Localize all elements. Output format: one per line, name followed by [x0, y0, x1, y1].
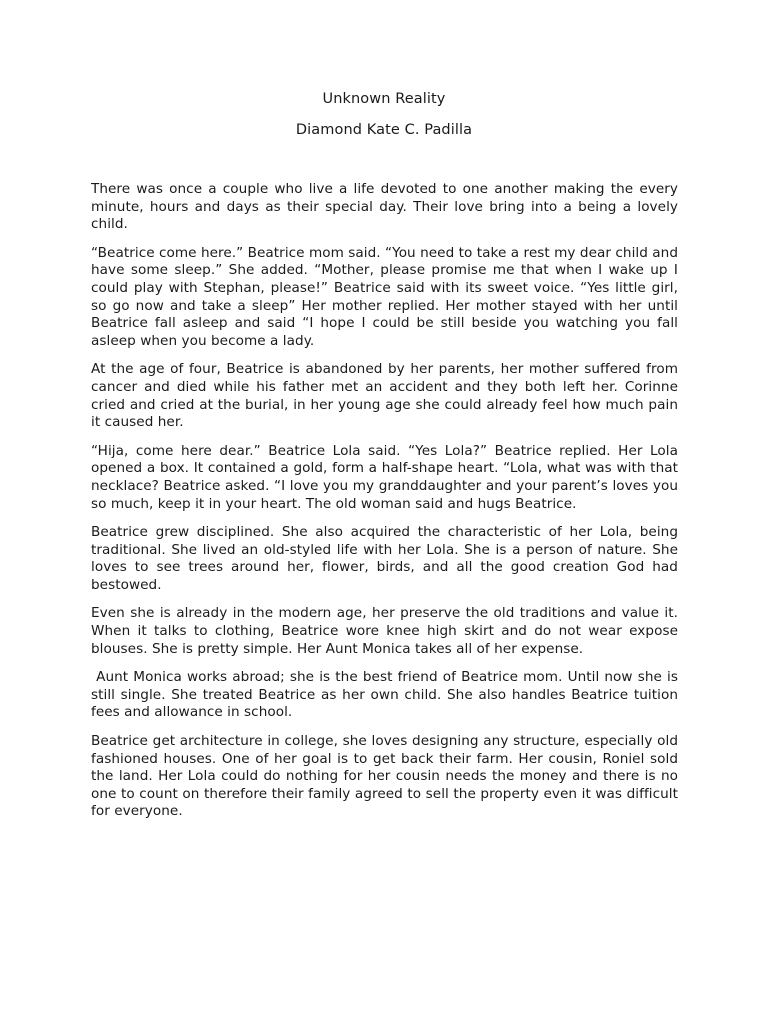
document-title: Unknown Reality — [322, 91, 446, 107]
paragraph: “Hija, come here dear.” Beatrice Lola said. “Yes Lola?” Beatrice replied. Her Lola opened a box. It contained a gold, form a half-shape heart. “Lola, what was with that necklace? Beatrice asked. “I love you my granddaughter and your parent’s loves you so much, keep it in your heart. The old woman said and hugs Beatrice. — [91, 442, 678, 512]
document-body — [91, 181, 683, 832]
paragraph: At the age of four, Beatrice is abandoned by her parents, her mother suffered from cancer and died while his father met an accident and they both left her. Corinne cried and cried at the burial, in her young age she could already feel how much pain it caused her. — [91, 361, 678, 431]
paragraph: There was once a couple who live a life devoted to one another making the every minute, hours and days as their special day. Their love bring into a being a lovely child. — [91, 181, 678, 233]
paragraph: “Beatrice come here.” Beatrice mom said. “You need to take a rest my dear child and have some sleep.” She added. “Mother, please promise me that when I wake up I could play with Stephan, please!” Beatrice said with its sweet voice. “Yes little girl, so go now and take a sleep” Her mother replied. Her mother stayed with her until Beatrice fall asleep and said “I hope I could be still beside you watching you fall asleep when you become a lady. — [91, 244, 678, 349]
paragraph: Beatrice get architecture in college, she loves designing any structure, especially old fashioned houses. One of her goal is to get back their farm. Her cousin, Roniel sold the land. Her Lola could do nothing for her cousin needs the money and there is no one to count on therefore their family agreed to sell the property even it was difficult for everyone. — [91, 733, 678, 820]
document-author: Diamond Kate C. Padilla — [295, 122, 473, 138]
paragraph: Aunt Monica works abroad; she is the best friend of Beatrice mom. Until now she is still single. She treated Beatrice as her own child. She also handles Beatrice tuition fees and allowance in school. — [91, 669, 683, 721]
paragraph: Beatrice grew disciplined. She also acquired the characteristic of her Lola, being traditional. She lived an old-styled life with her Lola. She is a person of nature. She loves to see trees around her, flower, birds, and all the good creation God had bestowed. — [91, 524, 678, 593]
paragraph: Even she is already in the modern age, her preserve the old traditions and value it. When it talks to clothing, Beatrice wore knee high skirt and do not wear expose blouses. She is pretty simple. Her Aunt Monica takes all of her expense. — [91, 605, 678, 657]
